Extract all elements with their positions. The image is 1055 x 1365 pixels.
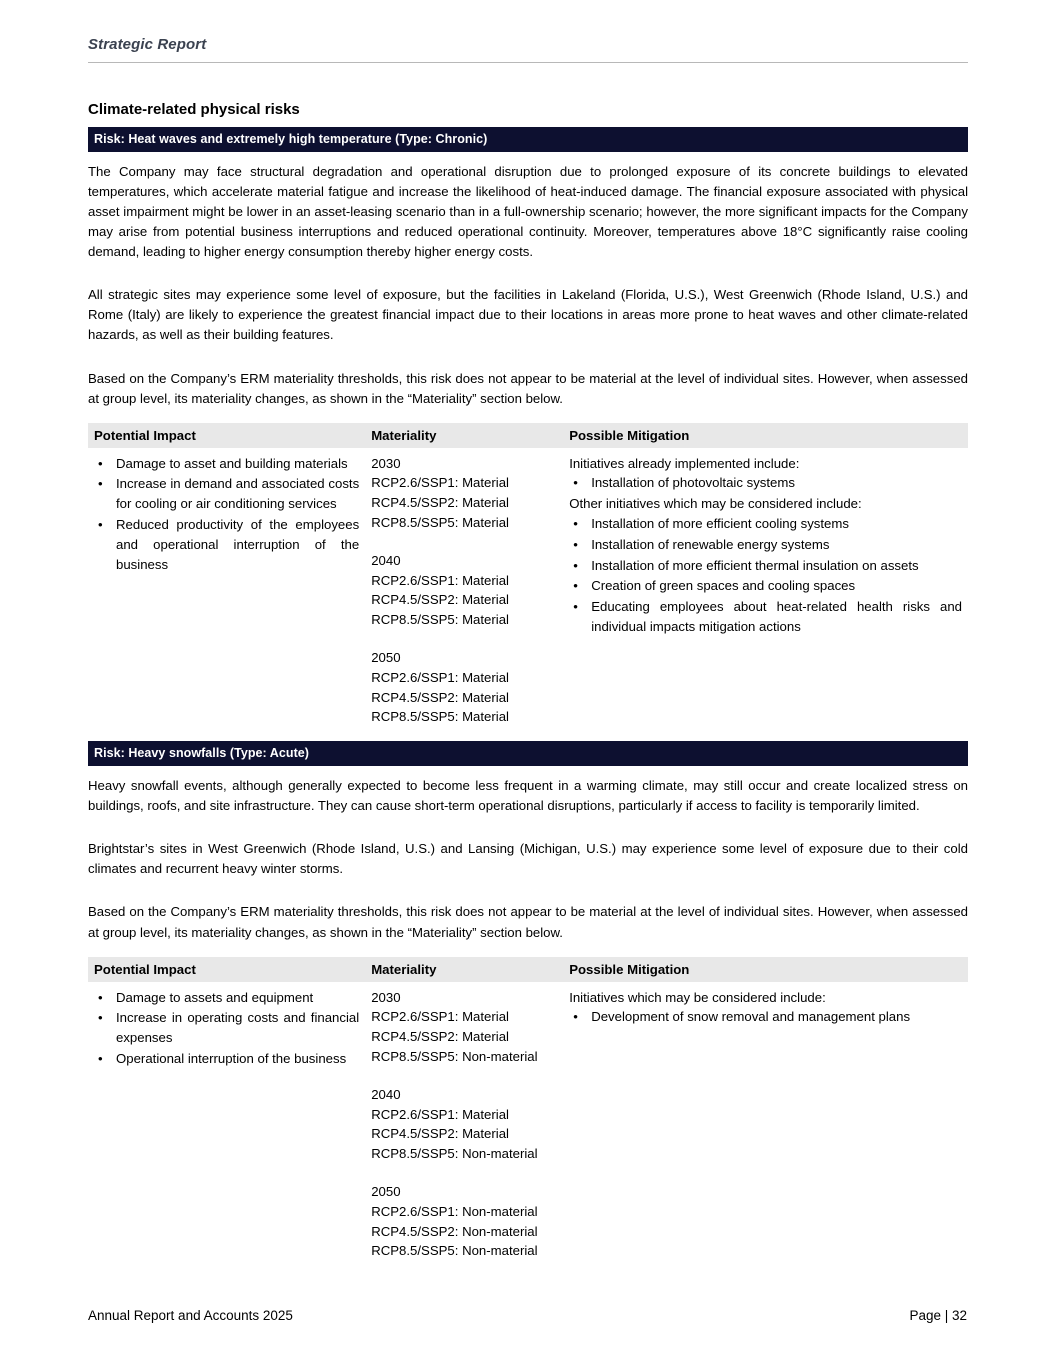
mitigation-intro-implemented: Initiatives already implemented include: bbox=[569, 455, 800, 471]
paragraph-spacer bbox=[88, 346, 968, 358]
materiality-line: RCP8.5/SSP5: Material bbox=[371, 709, 509, 725]
risk2-impact-list bbox=[94, 988, 359, 1069]
page-content bbox=[88, 36, 968, 1265]
risk2-paragraph-3: Based on the Company’s ERM materiality thresholds, this risk does not appear to be material at the level of individual sites. However, when assessed at group level, its materiality changes, as shown in the “Materiality” section below. bbox=[88, 904, 968, 940]
table-header-row bbox=[88, 423, 968, 448]
materiality-line: RCP8.5/SSP5: Non-material bbox=[371, 1048, 538, 1064]
page-header bbox=[88, 36, 968, 63]
risk2-materiality-cell bbox=[365, 982, 563, 1266]
list-item: • Installation of more efficient thermal insulation on assets bbox=[569, 556, 962, 576]
list-item: • Damage to asset and building materials bbox=[94, 454, 359, 474]
materiality-line: RCP2.6/SSP1: Non-material bbox=[371, 1203, 538, 1219]
materiality-group-2040 bbox=[371, 1085, 557, 1164]
materiality-year: 2030 bbox=[371, 989, 401, 1005]
column-header-materiality: Materiality bbox=[365, 423, 563, 448]
materiality-line: RCP4.5/SSP2: Material bbox=[371, 592, 509, 608]
materiality-line: RCP8.5/SSP5: Non-material bbox=[371, 1243, 538, 1259]
header-title: Strategic Report bbox=[88, 36, 207, 53]
list-item: • Development of snow removal and management plans bbox=[569, 1007, 962, 1027]
mitigation-list-considered bbox=[569, 1007, 962, 1027]
list-item: • Damage to assets and equipment bbox=[94, 988, 359, 1008]
materiality-line: RCP2.6/SSP1: Material bbox=[371, 1106, 509, 1122]
footer-page-number: Page | 32 bbox=[909, 1308, 967, 1323]
paragraph-spacer bbox=[88, 262, 968, 274]
materiality-line: RCP4.5/SSP2: Material bbox=[371, 1029, 509, 1045]
risk2-paragraph-2: Brightstar’s sites in West Greenwich (Rhode Island, U.S.) and Lansing (Michigan, U.S.) may experience some level of exposure due to their cold climates and recurrent heavy winter storms. bbox=[88, 841, 968, 877]
column-header-potential-impact: Potential Impact bbox=[88, 957, 365, 982]
list-item: • Installation of renewable energy systems bbox=[569, 535, 962, 555]
materiality-year: 2050 bbox=[371, 1183, 401, 1199]
mitigation-intro-considered: Other initiatives which may be considered include: bbox=[569, 496, 862, 512]
list-item: • Creation of green spaces and cooling spaces bbox=[569, 576, 962, 596]
materiality-group-2050 bbox=[371, 648, 557, 727]
paragraph-spacer bbox=[88, 816, 968, 828]
materiality-year: 2030 bbox=[371, 455, 401, 471]
materiality-group-2030 bbox=[371, 988, 557, 1067]
materiality-line: RCP2.6/SSP1: Material bbox=[371, 1009, 509, 1025]
risk1-paragraph-3: Based on the Company’s ERM materiality thresholds, this risk does not appear to be material at the level of individual sites. However, when assessed at group level, its materiality changes, as shown in the “Materiality” section below. bbox=[88, 370, 968, 406]
materiality-line: RCP8.5/SSP5: Material bbox=[371, 612, 509, 628]
section-title: Climate-related physical risks bbox=[88, 101, 300, 118]
mitigation-list-considered bbox=[569, 514, 962, 637]
risk1-paragraph-1: The Company may face structural degradation and operational disruption due to prolonged exposure of its concrete buildings to elevated temperatures, which accelerate material fatigue and increase the likelihood of heat-induced damage. The financial exposure associated with physical asset impairment might be lower in an asset-leasing scenario than in a full-ownership scenario; however, the more significant impacts for the Company may arise from potential business interruptions and reduced operational continuity. Moreover, temperatures above 18°C significantly raise cooling demand, leading to higher energy consumption thereby higher energy costs. bbox=[88, 164, 968, 260]
column-header-possible-mitigation: Possible Mitigation bbox=[563, 957, 968, 982]
materiality-line: RCP4.5/SSP2: Non-material bbox=[371, 1223, 538, 1239]
materiality-line: RCP4.5/SSP2: Material bbox=[371, 1126, 509, 1142]
materiality-line: RCP2.6/SSP1: Material bbox=[371, 572, 509, 588]
materiality-line: RCP8.5/SSP5: Material bbox=[371, 515, 509, 531]
materiality-line: RCP8.5/SSP5: Non-material bbox=[371, 1146, 538, 1162]
materiality-line: RCP2.6/SSP1: Material bbox=[371, 669, 509, 685]
risk1-table bbox=[88, 423, 968, 732]
materiality-year: 2040 bbox=[371, 1086, 401, 1102]
list-item: • Installation of more efficient cooling systems bbox=[569, 514, 962, 534]
risk1-materiality-cell bbox=[365, 448, 563, 732]
risk2-impact-cell bbox=[88, 982, 365, 1266]
table-row bbox=[88, 448, 968, 732]
column-header-materiality: Materiality bbox=[365, 957, 563, 982]
list-item: • Reduced productivity of the employees and operational interruption of the business bbox=[94, 515, 359, 574]
risk2-table bbox=[88, 957, 968, 1266]
risk-bar-heat-waves: Risk: Heat waves and extremely high temperature (Type: Chronic) bbox=[88, 127, 968, 152]
materiality-spacer bbox=[371, 630, 557, 648]
materiality-line: RCP2.6/SSP1: Material bbox=[371, 475, 509, 491]
column-header-possible-mitigation: Possible Mitigation bbox=[563, 423, 968, 448]
materiality-line: RCP4.5/SSP2: Material bbox=[371, 495, 509, 511]
table-header-row bbox=[88, 957, 968, 982]
materiality-group-2050 bbox=[371, 1182, 557, 1261]
materiality-year: 2040 bbox=[371, 552, 401, 568]
mitigation-intro-considered: Initiatives which may be considered include: bbox=[569, 989, 826, 1005]
materiality-line: RCP4.5/SSP2: Material bbox=[371, 689, 509, 705]
list-item: • Operational interruption of the business bbox=[94, 1049, 359, 1069]
footer-left-text: Annual Report and Accounts 2025 bbox=[88, 1308, 293, 1323]
list-item: • Increase in demand and associated costs for cooling or air conditioning services bbox=[94, 474, 359, 514]
materiality-year: 2050 bbox=[371, 650, 401, 665]
list-item: • Installation of photovoltaic systems bbox=[569, 473, 962, 493]
risk1-paragraph-2: All strategic sites may experience some level of exposure, but the facilities in Lakeland (Florida, U.S.), West Greenwich (Rhode Island, U.S.) and Rome (Italy) are likely to experience the greatest financial impact due to their locations in areas more prone to heat waves and other climate-related hazards, as well as their building features. bbox=[88, 287, 968, 343]
materiality-group-2040 bbox=[371, 551, 557, 630]
mitigation-list-implemented bbox=[569, 473, 962, 493]
list-item: • Educating employees about heat-related health risks and individual impacts mitigation actions bbox=[569, 597, 962, 637]
materiality-group-2030 bbox=[371, 454, 557, 533]
materiality-spacer bbox=[371, 1067, 557, 1085]
materiality-spacer bbox=[371, 1164, 557, 1182]
page-footer bbox=[88, 1308, 967, 1323]
risk-bar-heavy-snowfalls: Risk: Heavy snowfalls (Type: Acute) bbox=[88, 741, 968, 766]
paragraph-spacer bbox=[88, 879, 968, 891]
risk1-impact-cell bbox=[88, 448, 365, 732]
column-header-potential-impact: Potential Impact bbox=[88, 423, 365, 448]
materiality-spacer bbox=[371, 533, 557, 551]
list-item: • Increase in operating costs and financial expenses bbox=[94, 1008, 359, 1048]
risk1-mitigation-cell bbox=[563, 448, 968, 732]
risk2-paragraph-1: Heavy snowfall events, although generally expected to become less frequent in a warming climate, may still occur and create localized stress on buildings, roofs, and site infrastructure. They can cause short-term operational disruptions, particularly if access to facility is temporarily limited. bbox=[88, 778, 968, 814]
risk1-impact-list bbox=[94, 454, 359, 575]
risk2-mitigation-cell bbox=[563, 982, 968, 1266]
table-row bbox=[88, 982, 968, 1266]
